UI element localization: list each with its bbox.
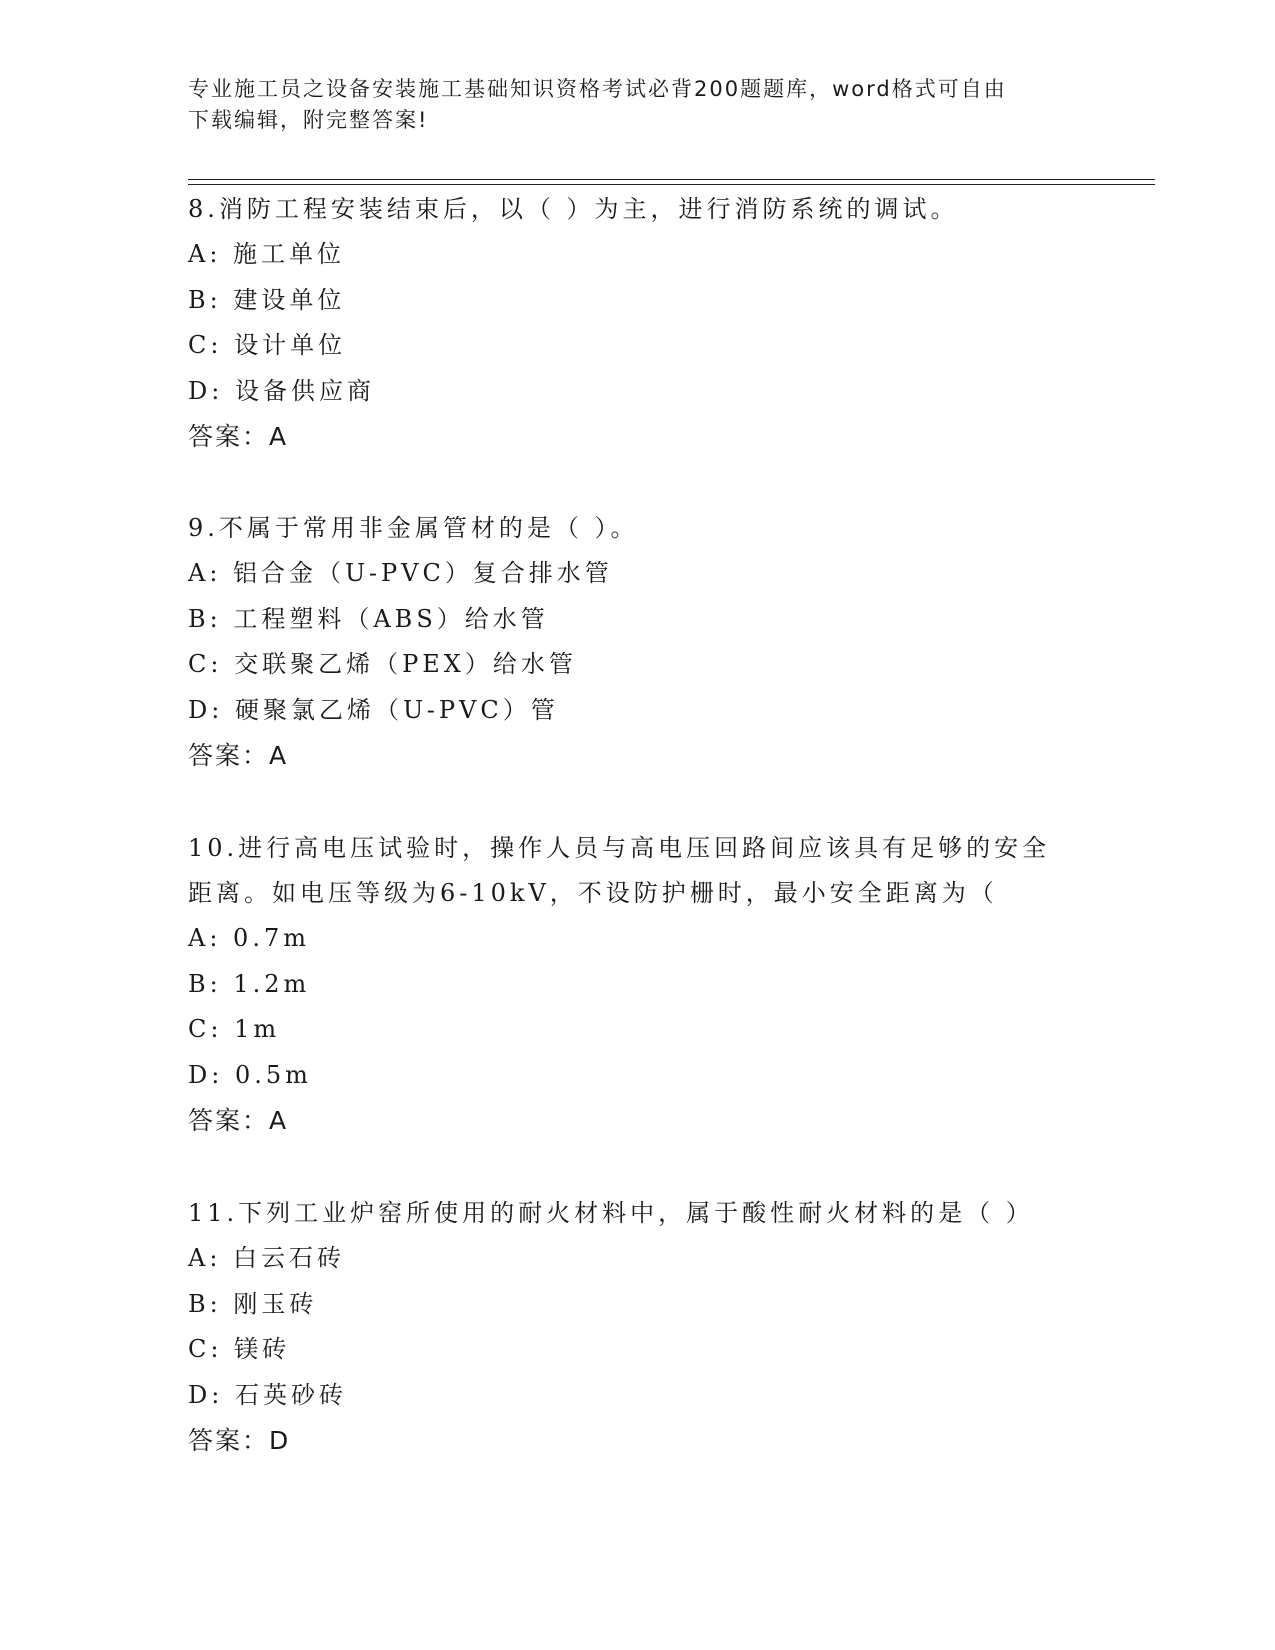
option-b: B: 工程塑料（ABS）给水管	[188, 604, 549, 633]
option-c: C: 设计单位	[188, 331, 347, 359]
option-c: C: 交联聚乙烯（PEX）给水管	[188, 650, 577, 678]
option-a: A: 施工单位	[188, 240, 346, 268]
document-header	[188, 74, 1068, 136]
header-divider-top	[188, 179, 1155, 180]
answer-label: 答案：A	[188, 1106, 289, 1135]
question-stem: 11.下列工业炉窑所使用的耐火材料中，属于酸性耐火材料的是（ ）	[188, 1199, 1034, 1227]
option-c: C: 1m	[188, 1015, 281, 1043]
option-b: B: 建设单位	[188, 285, 346, 314]
option-c: C: 镁砖	[188, 1335, 291, 1363]
question-stem-line-2: 距离。如电压等级为6-10kV，不设防护栅时，最小安全距离为（	[188, 879, 998, 907]
option-b: B: 1.2m	[188, 969, 311, 998]
option-a: A: 铝合金（U-PVC）复合排水管	[188, 559, 613, 587]
header-line-2: 下载编辑，附完整答案!	[188, 108, 429, 132]
option-d: D: 0.5m	[188, 1060, 312, 1089]
option-b: B: 刚玉砖	[188, 1289, 318, 1318]
question-stem: 8.消防工程安装结束后，以（ ）为主，进行消防系统的调试。	[188, 195, 959, 223]
question-8	[188, 187, 1088, 460]
option-a: A: 0.7m	[188, 924, 310, 952]
option-d: D: 硬聚氯乙烯（U-PVC）管	[188, 695, 559, 724]
question-10	[188, 826, 1088, 1144]
answer-label: 答案：D	[188, 1426, 291, 1455]
option-a: A: 白云石砖	[188, 1244, 346, 1272]
answer-label: 答案：A	[188, 741, 289, 770]
question-9	[188, 506, 1088, 779]
question-stem-line-1: 10.进行高电压试验时，操作人员与高电压回路间应该具有足够的安全	[188, 834, 1051, 862]
header-line-1: 专业施工员之设备安装施工基础知识资格考试必背200题题库，word格式可自由	[188, 77, 1007, 101]
header-divider-bottom	[188, 184, 1155, 185]
question-stem: 9.不属于常用非金属管材的是（ ）。	[188, 514, 639, 542]
option-d: D: 石英砂砖	[188, 1380, 347, 1409]
option-d: D: 设备供应商	[188, 376, 375, 405]
answer-label: 答案：A	[188, 422, 289, 451]
question-11	[188, 1191, 1088, 1464]
